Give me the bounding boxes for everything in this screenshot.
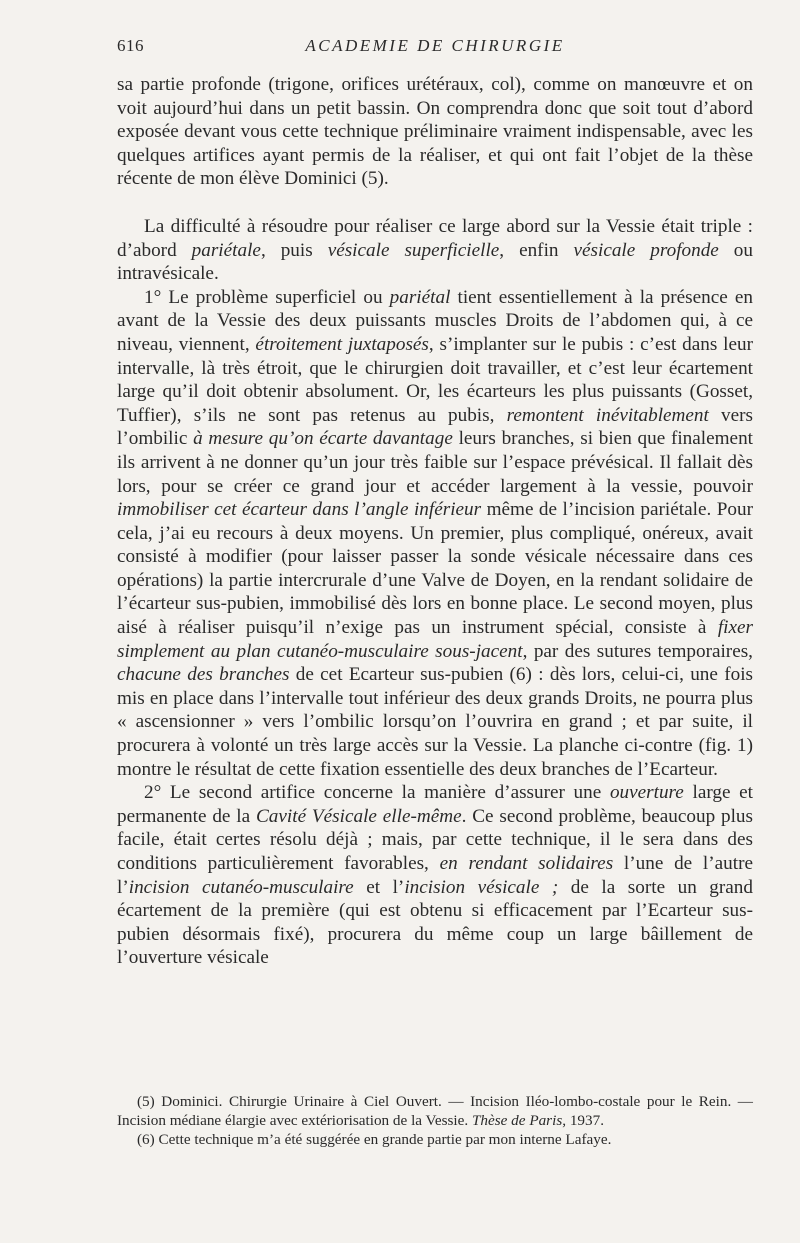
italic-text: remontent inévitablement: [506, 404, 709, 426]
italic-text: vésicale profonde: [573, 239, 719, 261]
text-run: l’une de l’autre l’: [117, 853, 754, 898]
italic-text: Thèse de Paris: [471, 1112, 563, 1129]
text-run: , par des sutures temporaires,: [522, 640, 753, 662]
italic-text: en rendant solidaires: [439, 853, 614, 874]
text-run: (5) Dominici. Chirurgie Urinaire à Ciel Ouvert. — Incision Iléo-lombo-costale pour le Rein. — Incision médiane élargie avec extériorisation de la Vessie.: [117, 1093, 753, 1129]
text-run: de cet Ecarteur sus-pubien (6) : dès lors, celui-ci, une fois mis en place dans l’intervalle tout inférieur des deux grands Droits, ne pourra plus « ascensionner » vers l’ombilic lorsqu’on l’ouvrira en grand ; et par suite, il procurera à volonté un très large accès sur la Vessie. La planche ci-contre (fig. 1) montre le résultat de cette fixation essentielle des deux branches de l’Ecarteur.: [117, 664, 753, 780]
text-run: 2° Le second artifice concerne la manière d’assurer une: [144, 782, 610, 804]
text-run: (6) Cette technique m’a été suggérée en grande partie par mon interne Lafaye.: [137, 1131, 612, 1148]
text-run: 1° Le problème superficiel ou: [144, 286, 390, 308]
paragraph-difficulty: [117, 215, 753, 286]
italic-text: incision cutanéo-musculaire: [128, 876, 354, 898]
italic-text: vésicale superficielle: [327, 239, 500, 261]
footnote-6: [117, 1130, 753, 1149]
text-run: sa partie profonde (trigone, orifices urétéraux, col), comme on manœuvre et on voit aujourd’hui dans un petit bassin. On comprendra donc que soit tout d’abord exposée devant vous cette technique préliminaire vraiment indispensable, avec les quelques artifices ayant permis de la réaliser, et qui ont fait l’objet de la thèse récente de mon élève Dominici (5).: [117, 74, 753, 190]
italic-text: incision vésicale ;: [404, 876, 559, 898]
text-run: vers l’ombilic: [117, 404, 754, 450]
text-run: de la sorte un grand écartement de la première (qui est obtenu si efficacement par l’Ecarteur sus-pubien désormais fixé), procurera du même coup un large bâillement de l’ouverture vésicale: [117, 876, 753, 969]
italic-text: à mesure qu’on écarte davantage: [193, 428, 453, 450]
italic-text: chacune des branches: [117, 664, 290, 686]
body-text: [117, 73, 753, 970]
text-run: . Ce second problème, beaucoup plus facile, était certes résolu déjà ; mais, par cette technique, il le sera dans des conditions particulièrement favorables,: [117, 805, 753, 874]
running-title: ACADEMIE DE CHIRURGIE: [305, 36, 565, 55]
paragraph-point-1: [117, 286, 753, 781]
page-number: 616: [117, 36, 144, 55]
text-run: même de l’incision pariétale. Pour cela, j’ai eu recours à deux moyens. Un premier, plus compliqué, onéreux, avait consisté à modifier (pour laisser passer la sonde vésicale nécessaire dans ces opérations) la partie intercrurale d’une Valve de Doyen, en la rendant solidaire de l’écarteur sus-pubien, immobilisé dès lors en bonne place. Le second moyen, plus aisé à réaliser puisqu’il n’exige pas un instrument spécial, consiste à: [117, 499, 753, 639]
text-run: , puis: [260, 239, 328, 261]
text-run: tient essentiellement à la présence en avant de la Vessie des deux puissants muscles Droits de l’abdomen qui, à ce niveau, viennent,: [117, 286, 753, 355]
page-header: [117, 36, 753, 58]
text-run: ou intravésicale.: [117, 239, 753, 285]
text-run: La difficulté à résoudre pour réaliser ce large abord sur la Vessie était triple : d’abord: [117, 215, 753, 261]
italic-text: pariétal: [389, 286, 451, 308]
italic-text: étroitement juxtaposés: [255, 333, 429, 355]
italic-text: immobiliser cet écarteur dans l’angle inférieur: [117, 499, 482, 521]
italic-text: fixer simplement au plan cutanéo-musculaire sous-jacent: [117, 617, 753, 662]
paragraph-continuation: [117, 73, 753, 191]
footnotes: [117, 1092, 753, 1149]
paragraph-point-2: [117, 781, 753, 970]
text-run: , s’implanter sur le pubis : c’est dans leur intervalle, là très étroit, que le chirurgien doit travailler, et c’est leur écartement large qu’il doit obtenir absolument. Or, les écarteurs les plus puissants (Gosset, Tuffier), s’ils ne sont pas retenus au pubis,: [117, 333, 753, 426]
text-run: leurs branches, si bien que finalement ils arrivent à ne donner qu’un jour très faible sur l’espace prévésical. Il fallait dès lors, pour se créer ce grand jour et accéder largement à la vessie, pouvoir: [117, 428, 753, 497]
text-run: , enfin: [499, 239, 574, 261]
text-run: , 1937.: [562, 1112, 604, 1129]
italic-text: Cavité Vésicale elle-même: [256, 805, 462, 827]
footnote-5: [117, 1092, 753, 1130]
italic-text: ouverture: [609, 782, 684, 804]
text-run: et l’: [353, 876, 405, 898]
italic-text: pariétale: [191, 239, 261, 261]
text-run: large et permanente de la: [117, 782, 753, 827]
